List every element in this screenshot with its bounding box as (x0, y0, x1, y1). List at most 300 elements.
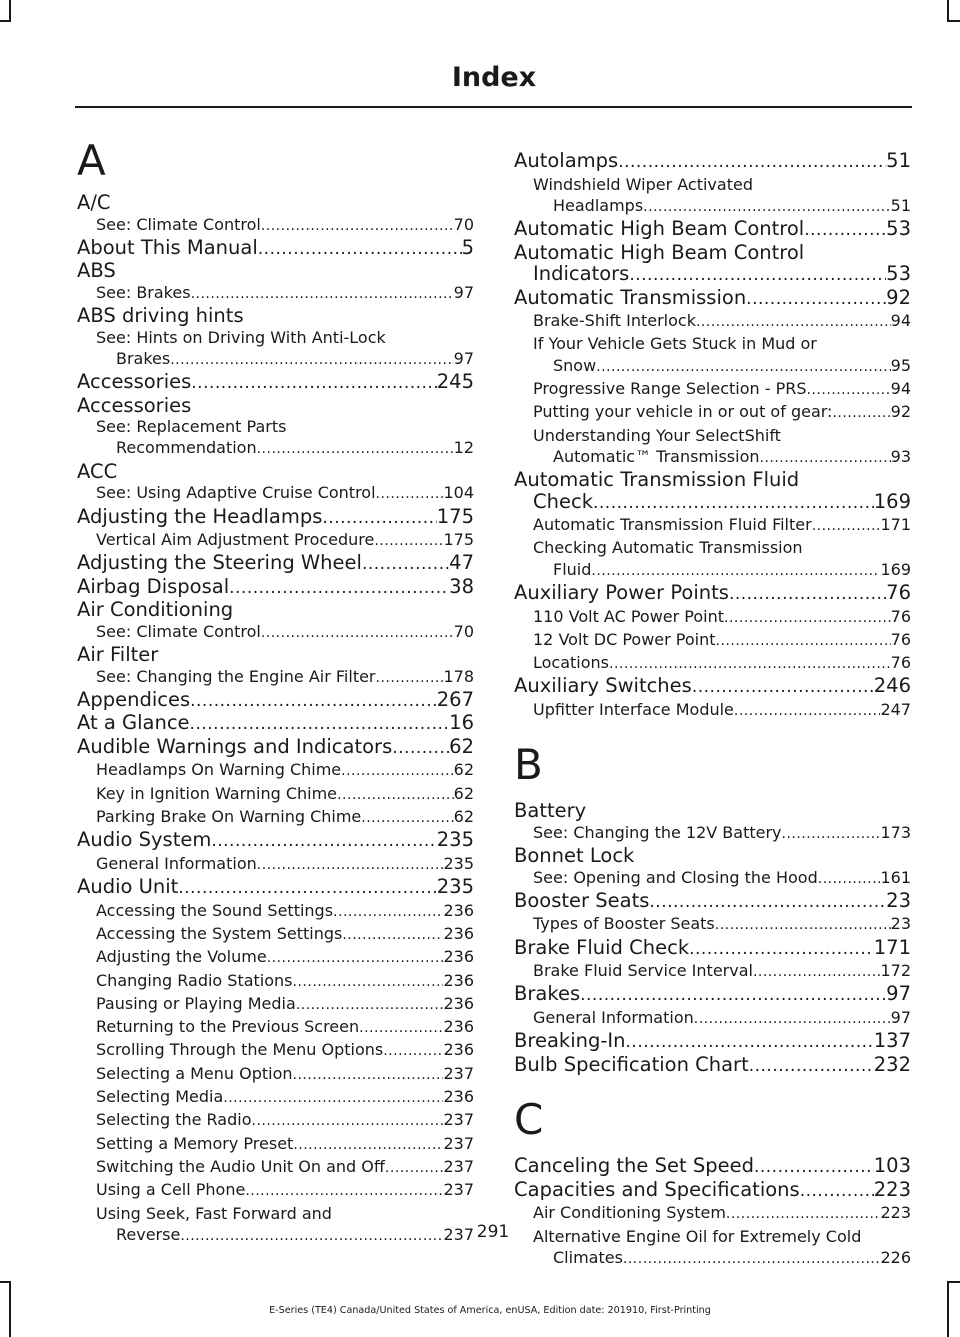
entry-page-number: 51 (886, 150, 911, 172)
index-subentry (514, 699, 911, 722)
entry-page-number: 70 (453, 214, 474, 234)
index-subentry (514, 652, 911, 675)
index-subentry (77, 783, 474, 806)
dot-leader (293, 1133, 443, 1156)
entry-title: Accessories (77, 371, 192, 394)
dot-leader (293, 1063, 444, 1086)
entry-page-number: 236 (443, 970, 474, 990)
index-subentry (77, 853, 474, 876)
entry-title: Switching the Audio Unit On and Off (96, 1156, 385, 1176)
entry-page-number: 236 (443, 1017, 474, 1037)
index-subentry: Alternative Engine Oil for Extremely Cold (533, 1226, 862, 1246)
dot-leader (649, 890, 886, 914)
entry-page-number: 235 (443, 853, 474, 873)
entry-page-number: 236 (443, 923, 474, 943)
dot-leader (293, 970, 444, 993)
entry-page-number: 137 (873, 1030, 911, 1053)
entry-title: Changing Radio Stations (96, 970, 293, 990)
entry-title: Brake Fluid Service Interval (533, 961, 753, 981)
entry-page-number: 172 (880, 961, 911, 981)
entry-page-number: 23 (890, 914, 911, 934)
crop-mark-top-left (9, 0, 11, 22)
entry-title: Progressive Range Selection - PRS (533, 378, 807, 398)
index-subentry (514, 195, 911, 218)
index-entry (77, 876, 474, 900)
dot-leader (746, 287, 886, 311)
entry-title: Audio Unit (77, 876, 179, 899)
entry-page-number: 175 (443, 530, 474, 550)
entry-page-number: 97 (453, 348, 474, 368)
index-entry (514, 218, 911, 242)
dot-leader (804, 218, 886, 242)
dot-leader (812, 514, 881, 537)
dot-leader (261, 214, 454, 237)
crop-mark-top-right-h (947, 20, 960, 22)
entry-title: Adjusting the Steering Wheel (77, 552, 362, 575)
index-subentry (77, 282, 474, 305)
dot-leader (807, 378, 891, 401)
dot-leader (760, 446, 891, 469)
index-entry (514, 582, 911, 606)
entry-page-number: 62 (453, 807, 474, 827)
entry-page-number: 169 (880, 559, 911, 579)
entry-title: Setting a Memory Preset (96, 1133, 294, 1153)
index-entry (77, 712, 474, 736)
index-subentry (77, 348, 474, 371)
index-entry: A/C (77, 191, 111, 214)
entry-title: Key in Ignition Warning Chime (96, 783, 338, 803)
entry-page-number: 97 (453, 282, 474, 302)
index-subentry (77, 1156, 474, 1179)
entry-page-number: 178 (443, 666, 474, 686)
entry-title: See: Climate Control (96, 621, 261, 641)
dot-leader (362, 552, 449, 576)
index-subentry (514, 867, 911, 890)
dot-leader (593, 491, 874, 515)
index-entry (514, 675, 911, 699)
dot-leader (191, 371, 436, 395)
dot-leader (261, 621, 454, 644)
entry-page-number: 236 (443, 947, 474, 967)
entry-page-number: 169 (873, 490, 911, 513)
index-subentry (77, 946, 474, 969)
entry-page-number: 226 (880, 1247, 911, 1267)
entry-page-number: 235 (436, 829, 474, 852)
entry-title: Automatic Transmission (514, 286, 747, 309)
title-rule (75, 106, 912, 108)
entry-title: Returning to the Previous Screen (96, 1017, 360, 1037)
dot-leader (211, 829, 436, 853)
entry-page-number: 235 (436, 876, 474, 899)
entry-title: Brake-Shift Interlock (533, 311, 696, 331)
entry-title: See: Using Adaptive Cruise Control (96, 483, 376, 503)
index-subentry (514, 559, 911, 582)
index-subentry (77, 1063, 474, 1086)
crop-mark-top-left-h (0, 20, 11, 22)
entry-page-number: 237 (443, 1133, 474, 1153)
entry-title: See: Brakes (96, 282, 191, 302)
entry-title: See: Climate Control (96, 214, 261, 234)
index-subentry (514, 629, 911, 652)
dot-leader (692, 675, 874, 699)
entry-title: Canceling the Set Speed (514, 1155, 754, 1178)
entry-title: Automatic Transmission Fluid Filter (533, 515, 812, 535)
dot-leader (376, 482, 444, 505)
entry-page-number: 53 (886, 263, 911, 286)
dot-leader (753, 960, 881, 983)
index-subentry (514, 355, 911, 378)
index-subentry: Windshield Wiper Activated (533, 174, 753, 194)
dot-leader (694, 1007, 891, 1030)
entry-title: Brakes (116, 348, 171, 368)
entry-page-number: 62 (453, 783, 474, 803)
entry-page-number: 161 (880, 867, 911, 887)
index-subentry: Using Seek, Fast Forward and (96, 1203, 332, 1223)
entry-page-number: 5 (461, 236, 474, 259)
index-entry (514, 983, 911, 1007)
dot-leader (191, 282, 454, 305)
dot-leader (749, 1054, 874, 1078)
entry-title: Vertical Aim Adjustment Procedure (96, 530, 375, 550)
entry-page-number: 237 (443, 1156, 474, 1176)
entry-page-number: 223 (880, 1203, 911, 1223)
index-subentry (77, 993, 474, 1016)
index-entry (514, 1179, 911, 1203)
index-entries-section (514, 150, 911, 722)
entry-title: Automatic High Beam Control (514, 218, 805, 241)
index-subentry: See: Replacement Parts (96, 417, 287, 437)
entry-title: Air Conditioning System (533, 1203, 726, 1223)
entry-page-number: 93 (890, 446, 911, 466)
index-subentry (514, 606, 911, 629)
index-subentry (77, 970, 474, 993)
index-subentry (77, 437, 474, 460)
index-subentry (77, 1086, 474, 1109)
dot-leader (629, 263, 886, 287)
entry-title: Selecting the Radio (96, 1110, 252, 1130)
index-subentry: If Your Vehicle Gets Stuck in Mud or (533, 334, 817, 354)
entry-title: Auxiliary Switches (514, 675, 692, 698)
entry-page-number: 237 (443, 1063, 474, 1083)
dot-leader (258, 237, 462, 261)
index-subentry (77, 1039, 474, 1062)
entry-title: Indicators (533, 263, 630, 286)
dot-leader (333, 900, 443, 923)
dot-leader (257, 437, 454, 460)
index-entry (77, 552, 474, 576)
entry-title: Airbag Disposal (77, 575, 230, 598)
crop-mark-top-right (947, 0, 949, 22)
dot-leader (626, 1030, 874, 1054)
entry-page-number: 76 (886, 582, 911, 605)
dot-leader (392, 736, 449, 760)
entry-title: General Information (533, 1007, 694, 1027)
dot-leader (734, 699, 881, 722)
entry-title: Fluid (553, 559, 592, 579)
section-letter-b: B (514, 740, 543, 790)
index-subentry (77, 923, 474, 946)
entry-page-number: 171 (880, 515, 911, 535)
entry-title: About This Manual (77, 236, 258, 259)
index-subentry (77, 666, 474, 689)
dot-leader (190, 689, 437, 713)
entry-title: At a Glance (77, 712, 190, 735)
entry-page-number: 103 (873, 1155, 911, 1178)
index-subentry (77, 1109, 474, 1132)
index-subentry (514, 514, 911, 537)
entry-title: See: Opening and Closing the Hood (533, 867, 818, 887)
entry-page-number: 246 (873, 675, 911, 698)
entry-title: General Information (96, 853, 257, 873)
index-entry (77, 736, 474, 760)
index-entry (514, 890, 911, 914)
entry-page-number: 76 (890, 606, 911, 626)
entry-title: Parking Brake On Warning Chime (96, 807, 362, 827)
entry-page-number: 236 (443, 1040, 474, 1060)
entry-title: Pausing or Playing Media (96, 993, 296, 1013)
entry-page-number: 237 (443, 1110, 474, 1130)
index-entry (514, 937, 911, 961)
entry-page-number: 232 (873, 1053, 911, 1076)
index-subentry (514, 913, 911, 936)
entry-title: Autolamps (514, 150, 619, 172)
dot-leader (341, 759, 454, 782)
entry-page-number: 38 (449, 575, 474, 598)
entry-page-number: 223 (873, 1178, 911, 1201)
entry-title: Types of Booster Seats (533, 914, 715, 934)
entry-title: Headlamps (553, 195, 644, 215)
dot-leader (178, 876, 436, 900)
entry-title: Booster Seats (514, 889, 650, 912)
entry-title: Putting your vehicle in or out of gear: (533, 402, 833, 422)
entry-page-number: 23 (886, 889, 911, 912)
index-entry (514, 263, 911, 287)
section-letter-a: A (77, 136, 106, 185)
dot-leader (716, 629, 891, 652)
index-subentry (514, 822, 911, 845)
entry-title: Brakes (514, 983, 581, 1006)
entry-title: See: Changing the 12V Battery (533, 822, 782, 842)
index-subentry (514, 378, 911, 401)
entry-title: Appendices (77, 688, 191, 711)
entry-title: Scrolling Through the Menu Options (96, 1040, 384, 1060)
index-subentry (77, 621, 474, 644)
entry-page-number: 175 (436, 505, 474, 528)
entry-title: Brake Fluid Check (514, 936, 690, 959)
entry-page-number: 97 (890, 1007, 911, 1027)
entry-page-number: 95 (890, 355, 911, 375)
dot-leader (724, 606, 891, 629)
dot-leader (322, 506, 436, 530)
index-subentry (514, 1007, 911, 1030)
entry-title: Adjusting the Headlamps (77, 505, 323, 528)
index-subentry (514, 401, 911, 424)
dot-leader (696, 310, 891, 333)
dot-leader (591, 559, 880, 582)
dot-leader (296, 993, 444, 1016)
index-subentry (514, 1247, 911, 1270)
index-column-left (77, 130, 474, 1247)
entry-title: Automatic™ Transmission (553, 446, 760, 466)
index-subentry: Checking Automatic Transmission (533, 538, 803, 558)
index-entry: Battery (514, 799, 587, 823)
index-subentry (77, 1016, 474, 1039)
dot-leader (252, 1109, 444, 1132)
dot-leader (374, 529, 443, 552)
entry-title: Audio System (77, 829, 212, 852)
dot-leader (643, 195, 890, 218)
index-entry (514, 1030, 911, 1054)
entry-page-number: 47 (449, 552, 474, 575)
index-entry: Air Conditioning (77, 598, 234, 622)
index-entries-section (514, 1155, 911, 1270)
dot-leader (337, 783, 454, 806)
index-entries-left (77, 192, 474, 1247)
entry-page-number: 94 (890, 311, 911, 331)
entry-title: 12 Volt DC Power Point (533, 629, 716, 649)
dot-leader (596, 355, 890, 378)
dot-leader (190, 712, 450, 736)
index-entry (514, 491, 911, 515)
index-subentry (514, 446, 911, 469)
index-entry (514, 287, 911, 311)
footer-edition-info: E-Series (TE4) Canada/United States of America, enUSA, Edition date: 201910, First-Printing (269, 1305, 711, 1316)
entry-title: Check (533, 490, 593, 513)
entry-title: Selecting a Menu Option (96, 1063, 293, 1083)
entry-title: Audible Warnings and Indicators (77, 735, 393, 758)
entry-title: See: Changing the Engine Air Filter (96, 666, 376, 686)
entry-page-number: 62 (449, 735, 474, 758)
entry-page-number: 51 (890, 195, 911, 215)
index-entry (77, 829, 474, 853)
entry-title: Recommendation (116, 438, 257, 458)
page-title: Index (451, 62, 537, 93)
dot-leader (359, 1016, 443, 1039)
entry-page-number: 62 (453, 760, 474, 780)
entry-page-number: 171 (873, 936, 911, 959)
dot-leader (383, 1039, 443, 1062)
dot-leader (832, 401, 890, 424)
index-subentry (77, 482, 474, 505)
index-subentry (77, 529, 474, 552)
index-entry (77, 237, 474, 261)
entry-page-number: 97 (886, 983, 911, 1006)
dot-leader (385, 1156, 444, 1179)
entry-title: 110 Volt AC Power Point (533, 606, 725, 626)
index-subentry (514, 960, 911, 983)
index-entry: Air Filter (77, 643, 159, 667)
dot-leader (623, 1247, 881, 1270)
entry-title: Auxiliary Power Points (514, 582, 729, 605)
entry-title: Reverse (116, 1224, 181, 1244)
entry-title: Bulb Specification Chart (514, 1053, 749, 1076)
index-entry: Automatic Transmission Fluid (514, 468, 800, 492)
index-column-right (514, 130, 911, 1270)
index-subentry (77, 1179, 474, 1202)
entry-page-number: 92 (886, 286, 911, 309)
index-subentry (77, 214, 474, 237)
index-subentry (514, 310, 911, 333)
index-entry (514, 1155, 911, 1179)
entry-page-number: 70 (453, 621, 474, 641)
index-entry: ACC (77, 459, 118, 483)
entry-page-number: 94 (890, 378, 911, 398)
entry-page-number: 236 (443, 993, 474, 1013)
entry-page-number: 92 (890, 402, 911, 422)
index-entry (77, 576, 474, 600)
entry-title: Upfitter Interface Module (533, 699, 734, 719)
dot-leader (223, 1086, 443, 1109)
entry-title: Headlamps On Warning Chime (96, 760, 342, 780)
index-entry: Automatic High Beam Control (514, 240, 805, 264)
entry-page-number: 267 (436, 688, 474, 711)
dot-leader (376, 666, 444, 689)
dot-leader (267, 946, 444, 969)
entry-page-number: 236 (443, 900, 474, 920)
entry-title: Snow (553, 355, 597, 375)
dot-leader (170, 348, 453, 371)
entry-page-number: 16 (449, 712, 474, 735)
entry-page-number: 173 (880, 822, 911, 842)
entry-title: Using a Cell Phone (96, 1180, 246, 1200)
index-subentry (77, 1133, 474, 1156)
index-subentry (77, 759, 474, 782)
index-entry: ABS (77, 259, 116, 283)
entry-title: Accessing the System Settings (96, 923, 343, 943)
index-entry: ABS driving hints (77, 304, 244, 328)
crop-mark-bottom-right-h (947, 1281, 960, 1283)
dot-leader (754, 1155, 874, 1179)
entry-page-number: 247 (880, 699, 911, 719)
entry-title: Capacities and Specifications (514, 1178, 800, 1201)
index-entry (77, 689, 474, 713)
entry-title: Locations (533, 653, 610, 673)
entry-page-number: 53 (886, 218, 911, 241)
dot-leader (818, 867, 881, 890)
index-subentry (77, 806, 474, 829)
index-entry (77, 506, 474, 530)
dot-leader (580, 983, 886, 1007)
dot-leader (729, 582, 886, 606)
page-number: 291 (476, 1222, 510, 1242)
index-entry: Accessories (77, 393, 192, 417)
dot-leader (609, 652, 891, 675)
index-entries-section (514, 800, 911, 1077)
entry-page-number: 12 (453, 438, 474, 458)
entry-page-number: 76 (890, 629, 911, 649)
entry-page-number: 237 (443, 1224, 474, 1244)
entry-title: Breaking-In (514, 1030, 626, 1053)
section-letter-c: C (514, 1095, 544, 1145)
index-subentry: See: Hints on Driving With Anti-Lock (96, 327, 386, 347)
entry-page-number: 236 (443, 1087, 474, 1107)
dot-leader (715, 913, 891, 936)
index-entry (514, 1054, 911, 1078)
index-entry: Bonnet Lock (514, 844, 635, 868)
dot-leader (618, 150, 886, 174)
dot-leader (257, 853, 444, 876)
dot-leader (342, 923, 443, 946)
dot-leader (229, 576, 449, 600)
entry-page-number: 76 (890, 653, 911, 673)
entry-title: Accessing the Sound Settings (96, 900, 334, 920)
entry-title: Adjusting the Volume (96, 947, 267, 967)
dot-leader (361, 806, 453, 829)
dot-leader (245, 1179, 443, 1202)
index-entry (77, 371, 474, 395)
dot-leader (800, 1179, 874, 1203)
index-entry (514, 150, 911, 174)
